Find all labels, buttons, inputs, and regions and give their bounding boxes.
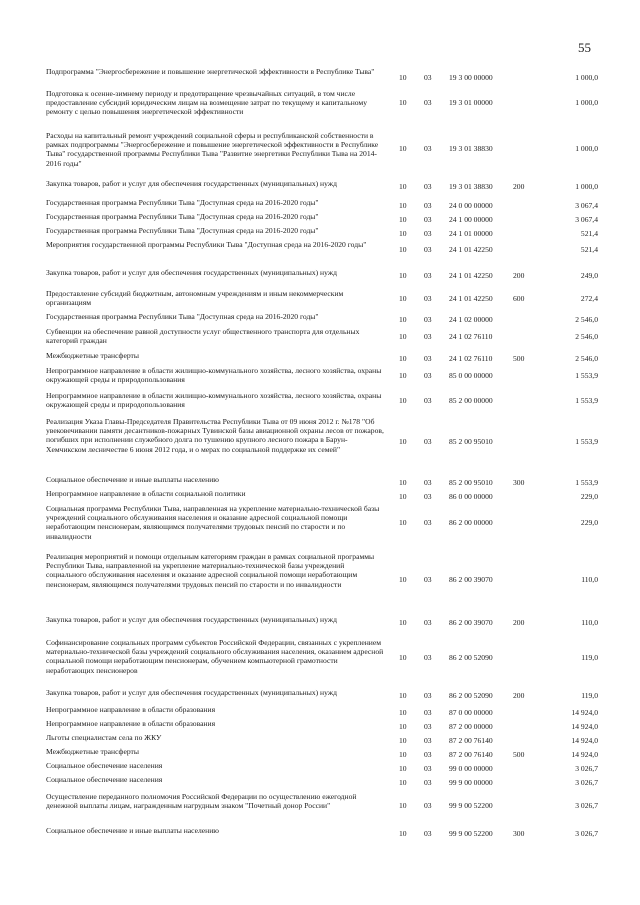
row-target-article: 24 1 02 00000 — [449, 315, 493, 324]
row-expense-type: 300 — [513, 829, 525, 838]
row-amount: 521,4 — [580, 245, 598, 254]
row-amount: 3 026,7 — [575, 764, 598, 773]
row-target-article: 24 1 01 00000 — [449, 229, 493, 238]
row-target-article: 86 2 00 52090 — [449, 691, 493, 700]
row-subsection-code: 03 — [424, 332, 432, 341]
row-description: Государственная программа Республики Тыва "Доступная среда на 2016-2020 годы" — [46, 226, 319, 235]
row-amount: 1 000,0 — [575, 98, 598, 107]
row-section-code: 10 — [399, 354, 407, 363]
row-description: Социальное обеспечение и иные выплаты населению — [46, 475, 219, 484]
row-section-code: 10 — [399, 371, 407, 380]
row-subsection-code: 03 — [424, 215, 432, 224]
row-description: Подготовка к осенне-зимнему периоду и предотвращение чрезвычайных ситуаций, в том числе предоставление субсидий юридическим лицам на возмещение затрат по текущему и капитальному ремонту с целью повышения энергетической эффективности — [46, 89, 368, 117]
row-target-article: 87 0 00 00000 — [449, 708, 493, 717]
row-description: Закупка товаров, работ и услуг для обеспечения государственных (муниципальных) нужд — [46, 688, 337, 697]
row-description: Расходы на капитальный ремонт учреждений социальной сферы и республиканской собственности в рамках подпрограммы "Энергосбережение и повышение энергетической эффективности в Республике Тыва" государственной программы Республики Тыва "Развитие энергетики Республики Тыва на 2014-2016 годы" — [46, 131, 379, 168]
row-description: Непрограммное направление в области социальной политики — [46, 489, 246, 498]
row-description: Закупка товаров, работ и услуг для обеспечения государственных (муниципальных) нужд — [46, 615, 337, 624]
row-description: Закупка товаров, работ и услуг для обеспечения государственных (муниципальных) нужд — [46, 268, 337, 277]
row-target-article: 19 3 01 00000 — [449, 98, 493, 107]
row-description: Межбюджетные трансферты — [46, 747, 139, 756]
row-amount: 2 546,0 — [575, 354, 598, 363]
row-section-code: 10 — [399, 98, 407, 107]
row-amount: 1 553,9 — [575, 371, 598, 380]
row-description: Непрограммное направление в области образования — [46, 705, 216, 714]
row-section-code: 10 — [399, 315, 407, 324]
row-description: Государственная программа Республики Тыва "Доступная среда на 2016-2020 годы" — [46, 198, 319, 207]
row-description: Предоставление субсидий бюджетным, автономным учреждениям и иным некоммерческим организациям — [46, 289, 344, 308]
row-target-article: 87 2 00 76140 — [449, 750, 493, 759]
row-section-code: 10 — [399, 396, 407, 405]
row-target-article: 85 2 00 00000 — [449, 396, 493, 405]
row-target-article: 86 2 00 00000 — [449, 518, 493, 527]
row-target-article: 24 1 01 42250 — [449, 245, 493, 254]
row-subsection-code: 03 — [424, 144, 432, 153]
row-amount: 229,0 — [580, 518, 598, 527]
row-expense-type: 200 — [513, 691, 525, 700]
row-expense-type: 500 — [513, 354, 525, 363]
row-expense-type: 500 — [513, 750, 525, 759]
row-section-code: 10 — [399, 653, 407, 662]
row-target-article: 86 2 00 52090 — [449, 653, 493, 662]
row-section-code: 10 — [399, 575, 407, 584]
row-section-code: 10 — [399, 618, 407, 627]
row-target-article: 86 0 00 00000 — [449, 492, 493, 501]
row-section-code: 10 — [399, 245, 407, 254]
row-section-code: 10 — [399, 201, 407, 210]
row-target-article: 85 2 00 95010 — [449, 437, 493, 446]
row-section-code: 10 — [399, 708, 407, 717]
row-target-article: 99 9 00 52200 — [449, 801, 493, 810]
row-amount: 110,0 — [581, 575, 598, 584]
row-section-code: 10 — [399, 332, 407, 341]
row-amount: 3 026,7 — [575, 829, 598, 838]
row-subsection-code: 03 — [424, 396, 432, 405]
row-section-code: 10 — [399, 722, 407, 731]
row-target-article: 99 9 00 52200 — [449, 829, 493, 838]
row-amount: 119,0 — [581, 691, 598, 700]
row-description: Межбюджетные трансферты — [46, 351, 139, 360]
row-description: Софинансирование социальных программ субъектов Российской Федерации, связанных с укреплением материально-технической базы учреждений социального обслуживания населения, оказанием адресной социальной помощи неработающим пенсионерам, обучением компьютерной грамотности неработающих пенсионеров — [46, 638, 384, 675]
row-subsection-code: 03 — [424, 315, 432, 324]
row-target-article: 24 1 01 42250 — [449, 271, 493, 280]
row-amount: 119,0 — [581, 653, 598, 662]
row-amount: 3 026,7 — [575, 801, 598, 810]
row-section-code: 10 — [399, 764, 407, 773]
row-subsection-code: 03 — [424, 437, 432, 446]
row-target-article: 85 2 00 95010 — [449, 478, 493, 487]
row-description: Подпрограмма "Энергосбережение и повышение энергетической эффективности в Республике Тыва" — [46, 67, 375, 76]
row-description: Непрограммное направление в области образования — [46, 719, 216, 728]
row-subsection-code: 03 — [424, 801, 432, 810]
row-description: Непрограммное направление в области жилищно-коммунального хозяйства, лесного хозяйства, охраны окружающей среды и природопользования — [46, 366, 382, 385]
row-description: Закупка товаров, работ и услуг для обеспечения государственных (муниципальных) нужд — [46, 179, 337, 188]
row-amount: 14 924,0 — [571, 722, 598, 731]
row-subsection-code: 03 — [424, 245, 432, 254]
row-section-code: 10 — [399, 215, 407, 224]
row-description: Льготы специалистам села по ЖКУ — [46, 733, 162, 742]
row-subsection-code: 03 — [424, 182, 432, 191]
row-amount: 3 067,4 — [575, 215, 598, 224]
row-section-code: 10 — [399, 271, 407, 280]
row-expense-type: 200 — [513, 182, 525, 191]
row-subsection-code: 03 — [424, 653, 432, 662]
row-subsection-code: 03 — [424, 829, 432, 838]
row-amount: 229,0 — [580, 492, 598, 501]
row-section-code: 10 — [399, 144, 407, 153]
row-target-article: 99 0 00 00000 — [449, 764, 493, 773]
row-section-code: 10 — [399, 492, 407, 501]
row-amount: 14 924,0 — [571, 750, 598, 759]
row-amount: 249,0 — [580, 271, 598, 280]
row-description: Социальная программа Республики Тыва, направленная на укрепление материально-технической базы учреждений социального обслуживания населения и оказание адресной социальной помощи неработающим пенсионерам, являющимся получателями трудовых пенсий по старости и по инвалидности — [46, 504, 380, 541]
row-subsection-code: 03 — [424, 478, 432, 487]
row-target-article: 24 1 02 76110 — [449, 332, 493, 341]
row-amount: 1 553,9 — [575, 478, 598, 487]
row-section-code: 10 — [399, 73, 407, 82]
row-subsection-code: 03 — [424, 764, 432, 773]
row-subsection-code: 03 — [424, 778, 432, 787]
row-section-code: 10 — [399, 229, 407, 238]
row-description: Социальное обеспечение населения — [46, 775, 163, 784]
row-subsection-code: 03 — [424, 722, 432, 731]
page-number: 55 — [578, 40, 591, 55]
row-subsection-code: 03 — [424, 708, 432, 717]
row-amount: 521,4 — [580, 229, 598, 238]
row-amount: 2 546,0 — [575, 332, 598, 341]
row-target-article: 19 3 01 38830 — [449, 144, 493, 153]
row-section-code: 10 — [399, 829, 407, 838]
row-amount: 3 026,7 — [575, 778, 598, 787]
row-section-code: 10 — [399, 691, 407, 700]
row-description: Социальное обеспечение населения — [46, 761, 163, 770]
row-expense-type: 200 — [513, 618, 525, 627]
row-amount: 2 546,0 — [575, 315, 598, 324]
row-subsection-code: 03 — [424, 736, 432, 745]
row-subsection-code: 03 — [424, 229, 432, 238]
row-amount: 14 924,0 — [571, 708, 598, 717]
row-amount: 3 067,4 — [575, 201, 598, 210]
row-section-code: 10 — [399, 294, 407, 303]
row-target-article: 87 2 00 00000 — [449, 722, 493, 731]
row-expense-type: 200 — [513, 271, 525, 280]
row-amount: 1 000,0 — [575, 182, 598, 191]
row-subsection-code: 03 — [424, 492, 432, 501]
row-description: Социальное обеспечение и иные выплаты населению — [46, 826, 219, 835]
row-target-article: 86 2 00 39070 — [449, 575, 493, 584]
row-subsection-code: 03 — [424, 618, 432, 627]
row-section-code: 10 — [399, 801, 407, 810]
row-section-code: 10 — [399, 518, 407, 527]
row-section-code: 10 — [399, 478, 407, 487]
row-subsection-code: 03 — [424, 354, 432, 363]
row-section-code: 10 — [399, 182, 407, 191]
row-amount: 1 553,9 — [575, 396, 598, 405]
row-subsection-code: 03 — [424, 201, 432, 210]
row-subsection-code: 03 — [424, 518, 432, 527]
row-amount: 1 000,0 — [575, 73, 598, 82]
row-target-article: 86 2 00 39070 — [449, 618, 493, 627]
row-subsection-code: 03 — [424, 575, 432, 584]
row-target-article: 24 1 02 76110 — [449, 354, 493, 363]
row-expense-type: 300 — [513, 478, 525, 487]
row-description: Государственная программа Республики Тыва "Доступная среда на 2016-2020 годы" — [46, 312, 319, 321]
row-amount: 14 924,0 — [571, 736, 598, 745]
row-section-code: 10 — [399, 778, 407, 787]
row-subsection-code: 03 — [424, 750, 432, 759]
row-description: Реализация Указа Главы-Председателя Правительства Республики Тыва от 09 июня 2012 г. №178 "Об увековечивании памяти десантников-пожарных Тувинской базы авиационной охраны лесов от пожаров, погибших при исполнении служебного долга по тушению крупного лесного пожара в Барун-Хемчикском лесничестве 6 июня 2012 года, и о мерах по социальной поддержке их семей" — [46, 417, 384, 454]
row-amount: 272,4 — [580, 294, 598, 303]
row-description: Субвенции на обеспечение равной доступности услуг общественного транспорта для отдельных категорий граждан — [46, 327, 360, 346]
row-target-article: 19 3 01 38830 — [449, 182, 493, 191]
row-description: Осуществление переданного полномочия Российской Федерации по осуществлению ежегодной денежной выплаты лицам, награжденным нагрудным знаком "Почетный донор России" — [46, 792, 357, 811]
row-description: Государственная программа Республики Тыва "Доступная среда на 2016-2020 годы" — [46, 212, 319, 221]
row-amount: 1 000,0 — [575, 144, 598, 153]
row-target-article: 85 0 00 00000 — [449, 371, 493, 380]
row-subsection-code: 03 — [424, 294, 432, 303]
row-target-article: 24 0 00 00000 — [449, 201, 493, 210]
row-section-code: 10 — [399, 750, 407, 759]
row-amount: 110,0 — [581, 618, 598, 627]
row-subsection-code: 03 — [424, 691, 432, 700]
row-description: Непрограммное направление в области жилищно-коммунального хозяйства, лесного хозяйства, охраны окружающей среды и природопользования — [46, 391, 382, 410]
row-section-code: 10 — [399, 437, 407, 446]
row-description: Мероприятия государственной программы Республики Тыва "Доступная среда на 2016-2020 годы" — [46, 240, 367, 249]
row-subsection-code: 03 — [424, 271, 432, 280]
row-expense-type: 600 — [513, 294, 525, 303]
row-subsection-code: 03 — [424, 98, 432, 107]
row-target-article: 19 3 00 00000 — [449, 73, 493, 82]
row-target-article: 87 2 00 76140 — [449, 736, 493, 745]
row-subsection-code: 03 — [424, 371, 432, 380]
row-subsection-code: 03 — [424, 73, 432, 82]
row-section-code: 10 — [399, 736, 407, 745]
row-target-article: 24 1 00 00000 — [449, 215, 493, 224]
row-target-article: 24 1 01 42250 — [449, 294, 493, 303]
row-description: Реализация мероприятий и помощи отдельным категориям граждан в рамках социальной программы Республики Тыва, направленной на укрепление материально-технической базы учреждений социального обслуживания населения и оказание адресной социальной помощи неработающим пенсионерам, являющимся получателями трудовых пенсий по старости и по инвалидности — [46, 552, 375, 589]
row-target-article: 99 9 00 00000 — [449, 778, 493, 787]
row-amount: 1 553,9 — [575, 437, 598, 446]
